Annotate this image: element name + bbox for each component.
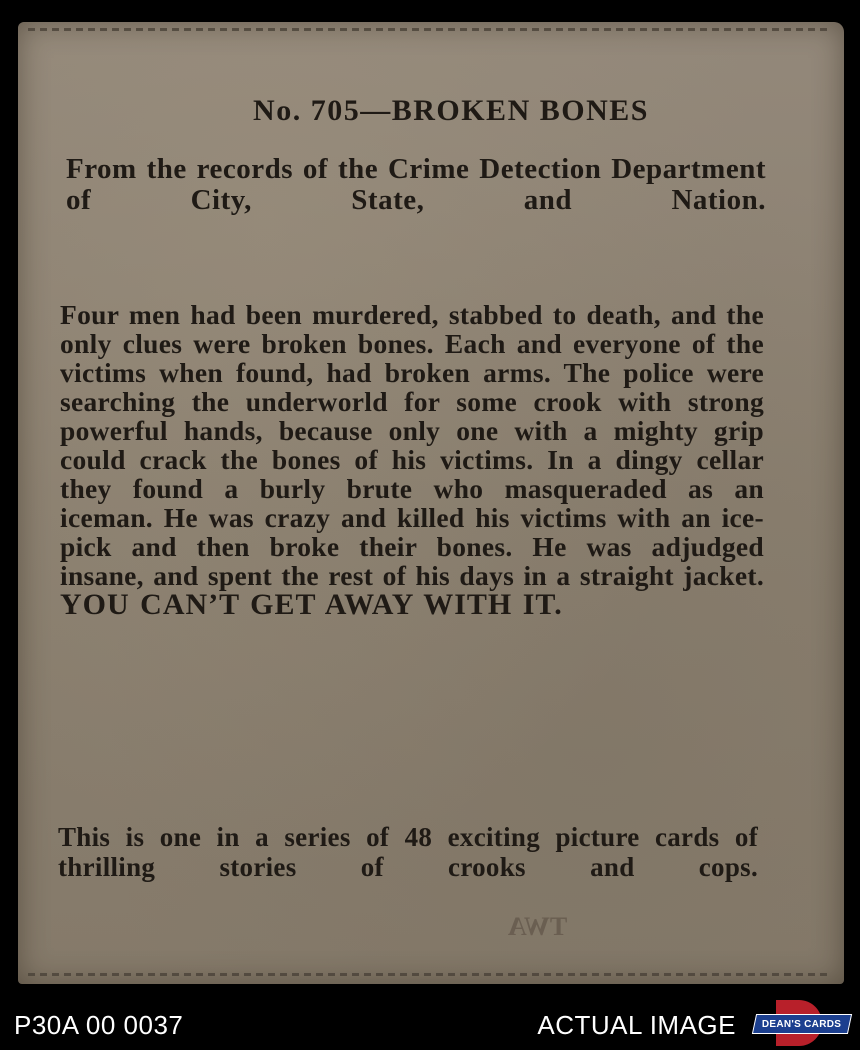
story-text: Four men had been murdered, stabbed to death, and the only clues were broken bones. Each and everyone of the victims when found, had broken arms. The police were searching the underworld for some crook with strong powerful hands, because only one with a mighty grip could crack the bones of his victims. In a dingy cellar they found a burly brute who masqueraded as an iceman. He was crazy and killed his victims with an ice-pick and then broke their bones. He was adjudged insane, and spent the rest of his days in a straight jacket. [60, 299, 764, 591]
top-perforation [28, 28, 832, 31]
story-tagline: YOU CAN’T GET AWAY WITH IT. [60, 588, 563, 621]
card-title: No. 705—BROKEN BONES [253, 94, 649, 127]
item-id-label: P30A 00 0037 [14, 1010, 184, 1040]
logo-banner [752, 1014, 852, 1034]
bottom-perforation [28, 973, 832, 976]
trading-card-back [18, 22, 844, 984]
deans-cards-logo [754, 1000, 850, 1046]
card-source-line: From the records of the Crime Detection Department of City, State, and Nation. [66, 153, 766, 216]
card-series-note: This is one in a series of 48 exciting picture cards of thrilling stories of crooks and cops. [58, 822, 758, 882]
actual-image-label: ACTUAL IMAGE [537, 1010, 736, 1040]
logo-text: DEAN'S CARDS [762, 1018, 842, 1030]
bleed-through-mark: TWA [508, 912, 568, 941]
card-story [60, 300, 764, 619]
